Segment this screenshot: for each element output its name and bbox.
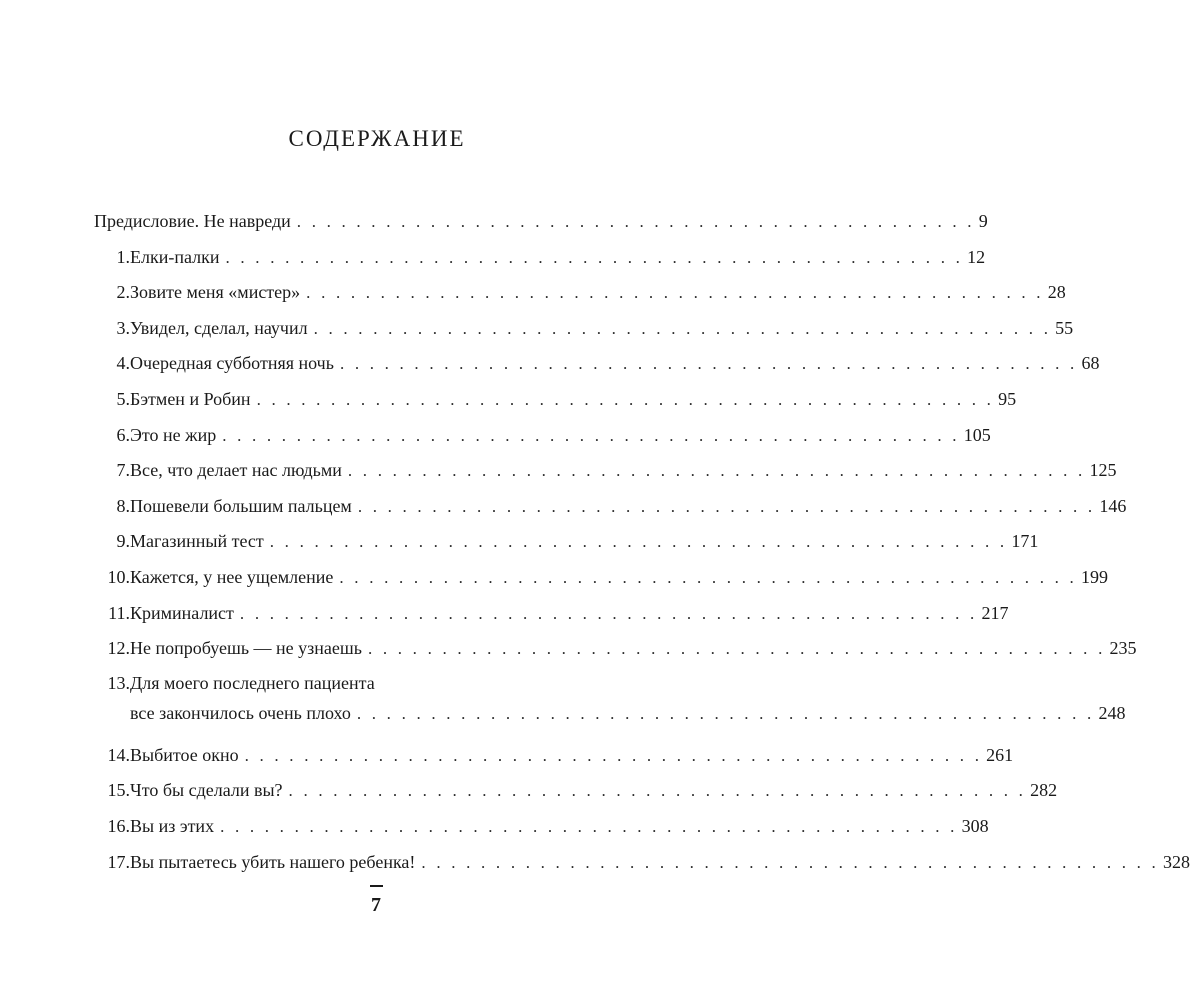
- dot-leader: . . . . . . . . . . . . . . . . . . . . . . . . . . . . . . . . . . . . . . . . . . . . . . . . . .: [347, 461, 1086, 481]
- toc-entry-number: 15.: [107, 780, 130, 801]
- toc-entry-page: 28: [1047, 282, 1066, 303]
- dot-leader: . . . . . . . . . . . . . . . . . . . . . . . . . . . . . . . . . . . . . . . . . . . . . . . . . .: [220, 816, 958, 836]
- toc-entry-number: 10.: [107, 566, 130, 587]
- page-title: СОДЕРЖАНИЕ: [288, 126, 466, 151]
- toc-entry-title: Криминалист: [130, 602, 234, 623]
- toc-entry-number: 13.: [107, 672, 130, 693]
- dot-leader: . . . . . . . . . . . . . . . . . . . . . . . . . . . . . . . . . . . . . . . . . . . . . . . . . .: [256, 389, 995, 409]
- dot-leader: . . . . . . . . . . . . . . . . . . . . . . . . . . . . . . . . . . . . . . . . . . . . . . . . . .: [339, 567, 1077, 587]
- toc-entry-number: 12.: [107, 638, 130, 659]
- dot-leader: . . . . . . . . . . . . . . . . . . . . . . . . . . . . . . . . . . . . . . . . . . . . . . . . . .: [269, 532, 1008, 552]
- toc-entry-page: 248: [1098, 702, 1126, 723]
- toc-entry-page: 125: [1089, 460, 1117, 481]
- toc-entry-title: Зовите меня «мистер»: [130, 282, 301, 303]
- toc-entry[interactable]: [94, 312, 1074, 348]
- toc-entry-title: Бэтмен и Робин: [130, 388, 251, 409]
- toc-entry-page: 199: [1080, 566, 1108, 587]
- toc-entry[interactable]: [94, 739, 1014, 775]
- toc-entry-number: 5.: [116, 388, 130, 409]
- toc-entry[interactable]: [94, 419, 991, 455]
- dot-leader: . . . . . . . . . . . . . . . . . . . . . . . . . . . . . . . . . . . . . . . . . . . . . . . . . .: [367, 639, 1106, 659]
- dot-leader: . . . . . . . . . . . . . . . . . . . . . . . . . . . . . . . . . . . . . . . . . . . . . . . . . .: [313, 318, 1052, 338]
- toc-entry-number: 7.: [116, 460, 130, 481]
- toc-entry-title: Для моего последнего пациента: [130, 672, 375, 693]
- dot-leader: . . . . . . . . . . . . . . . . . . . . . . . . . . . . . . . . . . . . . . . . . . . . . . . . . .: [339, 354, 1078, 374]
- toc-entry-title: Кажется, у нее ущемление: [130, 566, 334, 587]
- dot-leader: . . . . . . . . . . . . . . . . . . . . . . . . . . . . . . . . . . . . . . . . . . . . . . . . . .: [244, 745, 983, 765]
- toc-entry[interactable]: [94, 597, 1009, 633]
- toc-entry[interactable]: [94, 525, 1039, 561]
- toc-entry[interactable]: [94, 347, 1100, 383]
- toc-entry[interactable]: [94, 668, 1126, 739]
- toc-entry-title-continued: все закончилось очень плохо: [130, 702, 351, 723]
- toc-entry-title: Вы пытаетесь убить нашего ребенка!: [130, 851, 416, 872]
- dot-leader: . . . . . . . . . . . . . . . . . . . . . . . . . . . . . . . . . . . . . . . . . . . . . . . . . .: [225, 247, 964, 267]
- toc-entry-title: Елки-палки: [130, 246, 220, 267]
- toc-entry-page: 95: [998, 388, 1017, 409]
- toc-entry[interactable]: [94, 810, 989, 846]
- toc-entry-page: 217: [981, 602, 1009, 623]
- dot-leader: . . . . . . . . . . . . . . . . . . . . . . . . . . . . . . . . . . . . . . . . . . . . . . . . . .: [288, 781, 1027, 801]
- toc-entry[interactable]: [94, 454, 1117, 490]
- toc-entry-title: Магазинный тест: [130, 531, 264, 552]
- toc-entry-page: 9: [978, 211, 988, 231]
- dot-leader: . . . . . . . . . . . . . . . . . . . . . . . . . . . . . . . . . . . . . . . . . . . . . . . . . .: [357, 496, 1096, 516]
- page-number: 7: [371, 894, 381, 916]
- toc-entry-number: 16.: [107, 815, 130, 836]
- toc-entry-title: Увидел, сделал, научил: [130, 317, 308, 338]
- toc-entry-page: 328: [1162, 851, 1190, 872]
- toc-entry[interactable]: [94, 490, 1127, 526]
- toc-entry[interactable]: [94, 774, 1058, 810]
- toc-entry-number: 11.: [108, 602, 130, 623]
- dot-leader: . . . . . . . . . . . . . . . . . . . . . . . . . . . . . . . . . . . . . . . . . . . . . .: [296, 212, 975, 231]
- toc-entry-title: Очередная субботняя ночь: [130, 353, 334, 374]
- toc-entry-title: Выбитое окно: [130, 744, 239, 765]
- toc-entry-page: 171: [1011, 531, 1039, 552]
- dot-leader: . . . . . . . . . . . . . . . . . . . . . . . . . . . . . . . . . . . . . . . . . . . . . . . . . .: [239, 603, 978, 623]
- toc-entry-number: 3.: [116, 317, 130, 338]
- toc-entry-page: 68: [1081, 353, 1100, 374]
- toc-entry-page: 146: [1099, 495, 1127, 516]
- dot-leader: . . . . . . . . . . . . . . . . . . . . . . . . . . . . . . . . . . . . . . . . . . . . . . . . . .: [421, 852, 1159, 872]
- toc-entry-title: Предисловие. Не навреди: [94, 211, 291, 231]
- toc-entry[interactable]: [94, 632, 1137, 668]
- folio-rule: [370, 885, 383, 887]
- toc-entry-page: 12: [967, 246, 986, 267]
- toc-entry-page: 55: [1055, 317, 1074, 338]
- toc-entry-number: 14.: [107, 744, 130, 765]
- toc-entry-number: 9.: [116, 531, 130, 552]
- toc-entry-page: 235: [1109, 638, 1137, 659]
- toc-entry[interactable]: [94, 383, 1017, 419]
- toc-entry-title: Все, что делает нас людьми: [130, 460, 342, 481]
- toc-entry[interactable]: [94, 205, 988, 241]
- toc-entry-title: Это не жир: [130, 424, 217, 445]
- toc-entry-page: 282: [1030, 780, 1058, 801]
- toc-entry-title: Вы из этих: [130, 815, 215, 836]
- toc-entry-number: 6.: [116, 424, 130, 445]
- toc-entry-number: 17.: [107, 851, 130, 872]
- toc-entry-title: Не попробуешь — не узнаешь: [130, 638, 362, 659]
- dot-leader: . . . . . . . . . . . . . . . . . . . . . . . . . . . . . . . . . . . . . . . . . . . . . . . . . .: [306, 283, 1044, 303]
- dot-leader: . . . . . . . . . . . . . . . . . . . . . . . . . . . . . . . . . . . . . . . . . . . . . . . . . .: [222, 425, 960, 445]
- toc-entry-page: 105: [963, 424, 991, 445]
- toc-entry-number: 1.: [116, 246, 130, 267]
- toc-entry-title: Пошевели большим пальцем: [130, 495, 352, 516]
- table-of-contents: [94, 205, 1190, 881]
- toc-entry[interactable]: [94, 846, 1190, 882]
- dot-leader: . . . . . . . . . . . . . . . . . . . . . . . . . . . . . . . . . . . . . . . . . . . . . . . . . .: [356, 703, 1095, 723]
- toc-entry-page: 261: [986, 744, 1014, 765]
- toc-entry[interactable]: [94, 561, 1108, 597]
- toc-entry[interactable]: [94, 276, 1066, 312]
- toc-entry-number: 8.: [116, 495, 130, 516]
- toc-entry-number: 4.: [116, 353, 130, 374]
- toc-entry-page: 308: [961, 815, 989, 836]
- toc-entry[interactable]: [94, 241, 986, 277]
- toc-entry-title: Что бы сделали вы?: [130, 780, 283, 801]
- toc-entry-number: 2.: [116, 282, 130, 303]
